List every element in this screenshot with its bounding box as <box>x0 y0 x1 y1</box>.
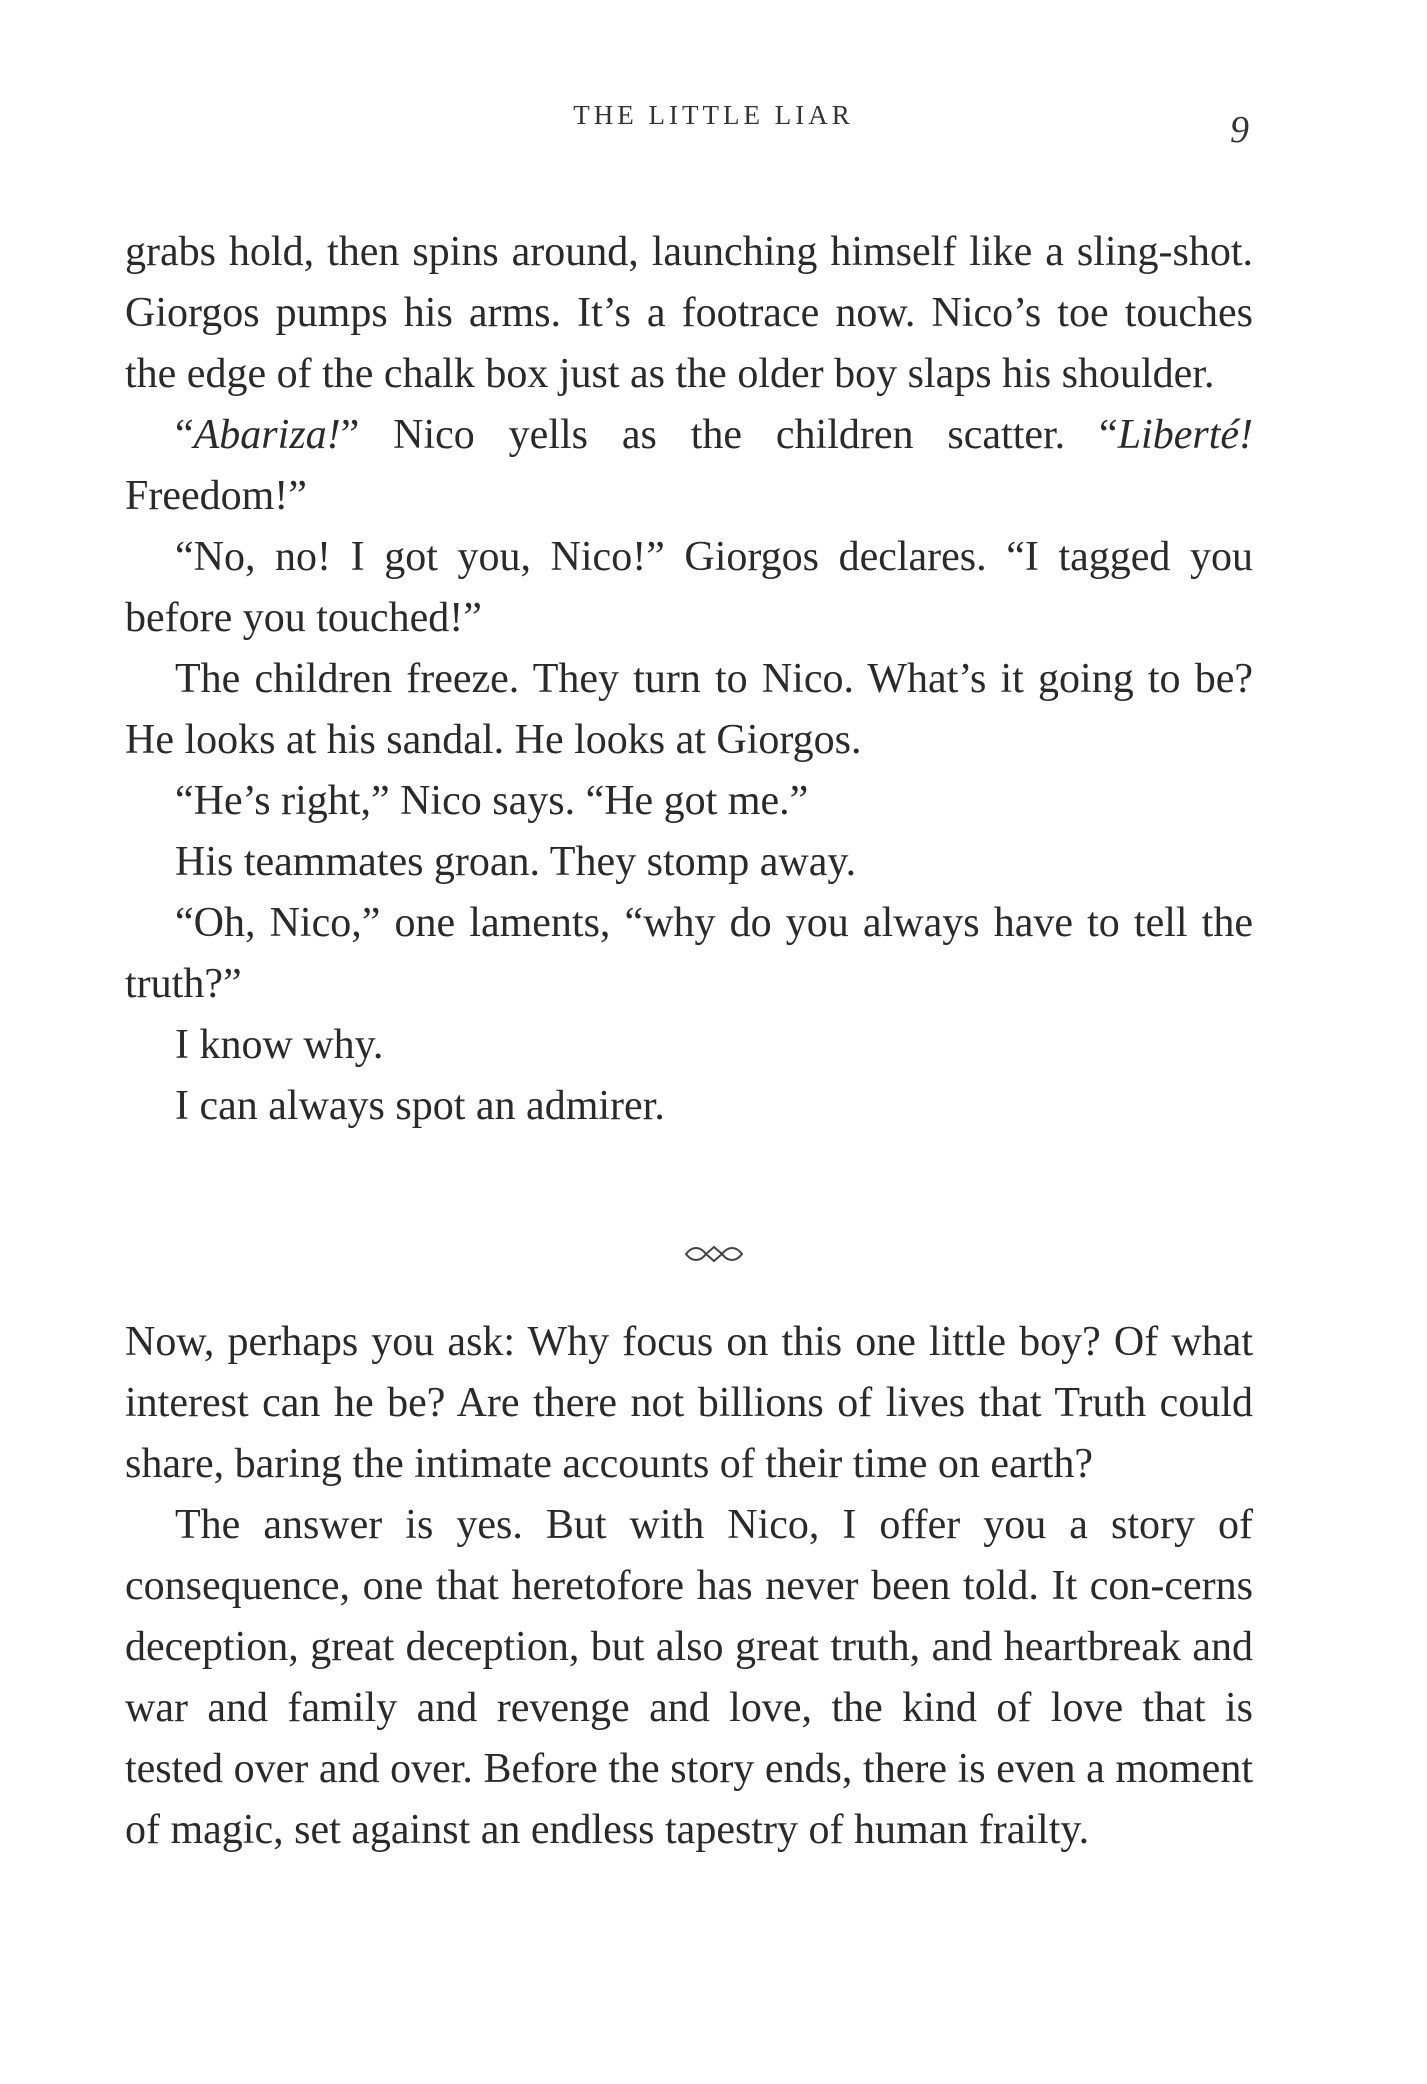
paragraph-text: “He’s right,” Nico says. “He got me.” <box>175 778 809 824</box>
paragraph <box>125 405 1253 527</box>
paragraph <box>125 893 1253 1015</box>
paragraph-text: The answer is yes. But with Nico, I offer you a story of consequence, one that heretofore has never been told. It con-cerns deception, great deception, but also great truth, and heartbreak and war and family and revenge and love, the kind of love that is tested over and over. Before the story ends, there is even a moment of magic, set against an endless tapestry of human frailty. <box>125 1502 1253 1853</box>
paragraph-text: Now, perhaps you ask: Why focus on this one little boy? Of what interest can he be? Are there not billions of lives that Truth could share, baring the intimate accounts of their time on earth? <box>125 1319 1253 1487</box>
paragraph-text: “No, no! I got you, Nico!” Giorgos declares. “I tagged you before you touched!” <box>125 534 1253 641</box>
paragraph-text: Freedom!” <box>125 473 307 519</box>
running-head-title: THE LITTLE LIAR <box>573 100 854 130</box>
paragraph <box>125 771 1253 832</box>
paragraph-text: I know why. <box>175 1022 384 1068</box>
paragraph <box>125 222 1253 405</box>
italic-text: Liberté! <box>1117 412 1253 458</box>
paragraph <box>125 527 1253 649</box>
section-break <box>0 1240 1427 1274</box>
paragraph-text: “ <box>175 412 194 458</box>
paragraph-text: ” Nico yells as the children scatter. “ <box>340 412 1118 458</box>
text-section-2 <box>125 1312 1253 1861</box>
paragraph-text: I can always spot an admirer. <box>175 1083 665 1129</box>
paragraph <box>125 832 1253 893</box>
paragraph <box>125 1015 1253 1076</box>
paragraph <box>125 1312 1253 1495</box>
paragraph-text: His teammates groan. They stomp away. <box>175 839 857 885</box>
paragraph-text: grabs hold, then spins around, launching himself like a sling-shot. Giorgos pumps his arms. It’s a footrace now. Nico’s toe touches the edge of the chalk box just as the older boy slaps his shoulder. <box>125 229 1253 397</box>
paragraph-text: “Oh, Nico,” one laments, “why do you always have to tell the truth?” <box>125 900 1253 1007</box>
paragraph <box>125 649 1253 771</box>
italic-text: Abariza! <box>193 412 341 458</box>
paragraph <box>125 1495 1253 1861</box>
text-section-1 <box>125 222 1253 1137</box>
paragraph-text: The children freeze. They turn to Nico. What’s it going to be? He looks at his sandal. He looks at Giorgos. <box>125 656 1253 763</box>
page-number: 9 <box>1230 109 1249 151</box>
paragraph <box>125 1076 1253 1137</box>
fleuron-ornament-icon <box>684 1242 744 1266</box>
